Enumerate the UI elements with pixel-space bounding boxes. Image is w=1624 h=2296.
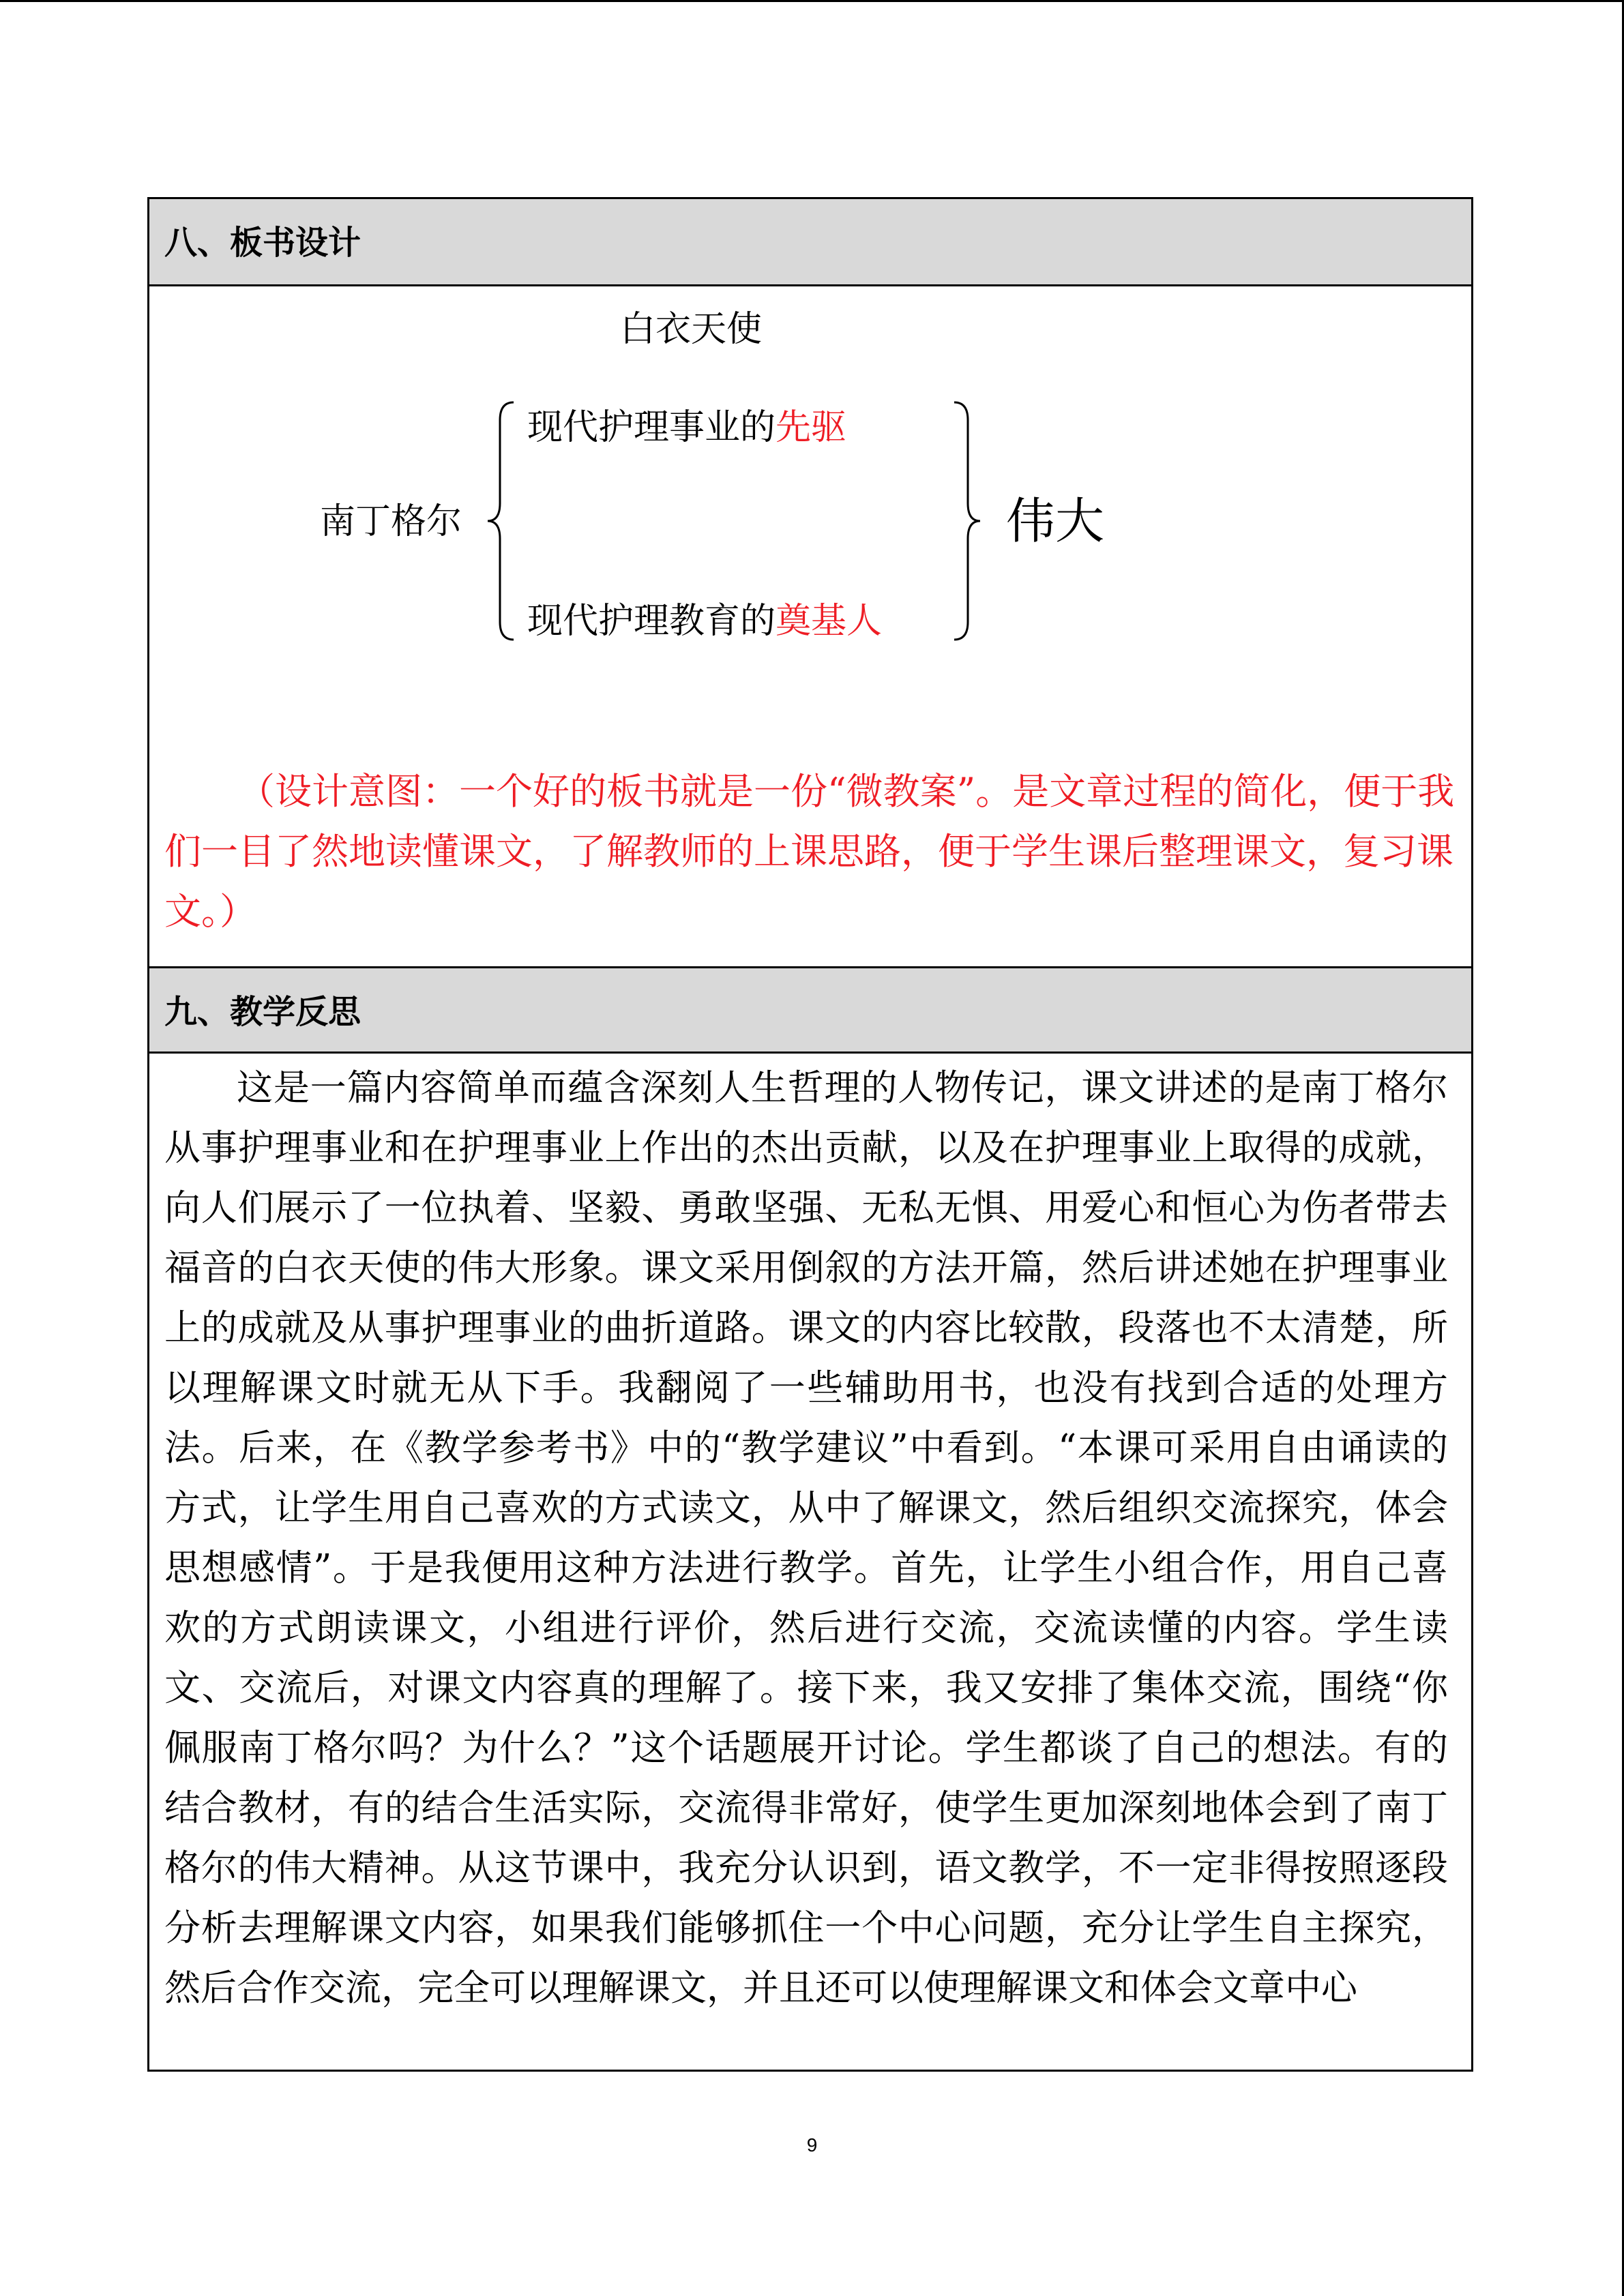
board-subject: 南丁格尔 — [320, 501, 462, 542]
section-8-heading: 八、板书设计 — [149, 199, 1471, 286]
board-title: 白衣天使 — [620, 309, 763, 350]
board-line-2 — [527, 592, 882, 643]
board-conclusion: 伟大 — [1006, 492, 1105, 550]
section-9-heading: 九、教学反思 — [149, 966, 1471, 1054]
board-line-1-prefix: 现代护理事业的 — [527, 407, 776, 448]
page-number: 9 — [806, 2134, 818, 2156]
board-line-2-prefix: 现代护理教育的 — [527, 601, 776, 642]
right-brace-icon — [951, 401, 981, 641]
lesson-plan-table — [147, 197, 1473, 2072]
board-line-2-highlight: 奠基人 — [776, 601, 883, 642]
design-intent-text: （设计意图：一个好的板书就是一份“微教案”。是文章过程的简化，便于我们一目了然地读懂课文，了解教师的上课思路，便于学生课后整理课文，复习课文。） — [164, 770, 1455, 933]
left-brace-icon — [486, 401, 516, 641]
board-line-1 — [527, 398, 846, 449]
teaching-reflection-text: 这是一篇内容简单而蕴含深刻人生哲理的人物传记，课文讲述的是南丁格尔从事护理事业和在护理事业上作出的杰出贡献，以及在护理事业上取得的成就，向人们展示了一位执着、坚毅、勇敢坚强、无私无惧、用爱心和恒心为伤者带去福音的白衣天使的伟大形象。课文采用倒叙的方法开篇，然后讲述她在护理事业上的成就及从事护理事业的曲折道路。课文的内容比较散，段落也不太清楚，所以理解课文时就无从下手。我翻阅了一些辅助用书，也没有找到合适的处理方法。后来，在《教学参考书》中的“教学建议”中看到。“本课可采用自由诵读的方式，让学生用自己喜欢的方式读文，从中了解课文，然后组织交流探究，体会思想感情”。于是我便用这种方法进行教学。首先，让学生小组合作，用自己喜欢的方式朗读课文，小组进行评价，然后进行交流，交流读懂的内容。学生读文、交流后，对课文内容真的理解了。接下来，我又安排了集体交流，围绕“你佩服南丁格尔吗？为什么？”这个话题展开讨论。学生都谈了自己的想法。有的结合教材，有的结合生活实际，交流得非常好，使学生更加深刻地体会到了南丁格尔的伟大精神。从这节课中，我充分认识到，语文教学，不一定非得按照逐段分析去理解课文内容，如果我们能够抓住一个中心问题，充分让学生自主探究，然后合作交流，完全可以理解课文，并且还可以使理解课文和体会文章中心 — [164, 1067, 1448, 2009]
top-border-line — [0, 0, 1624, 2]
board-line-1-highlight: 先驱 — [776, 407, 847, 448]
